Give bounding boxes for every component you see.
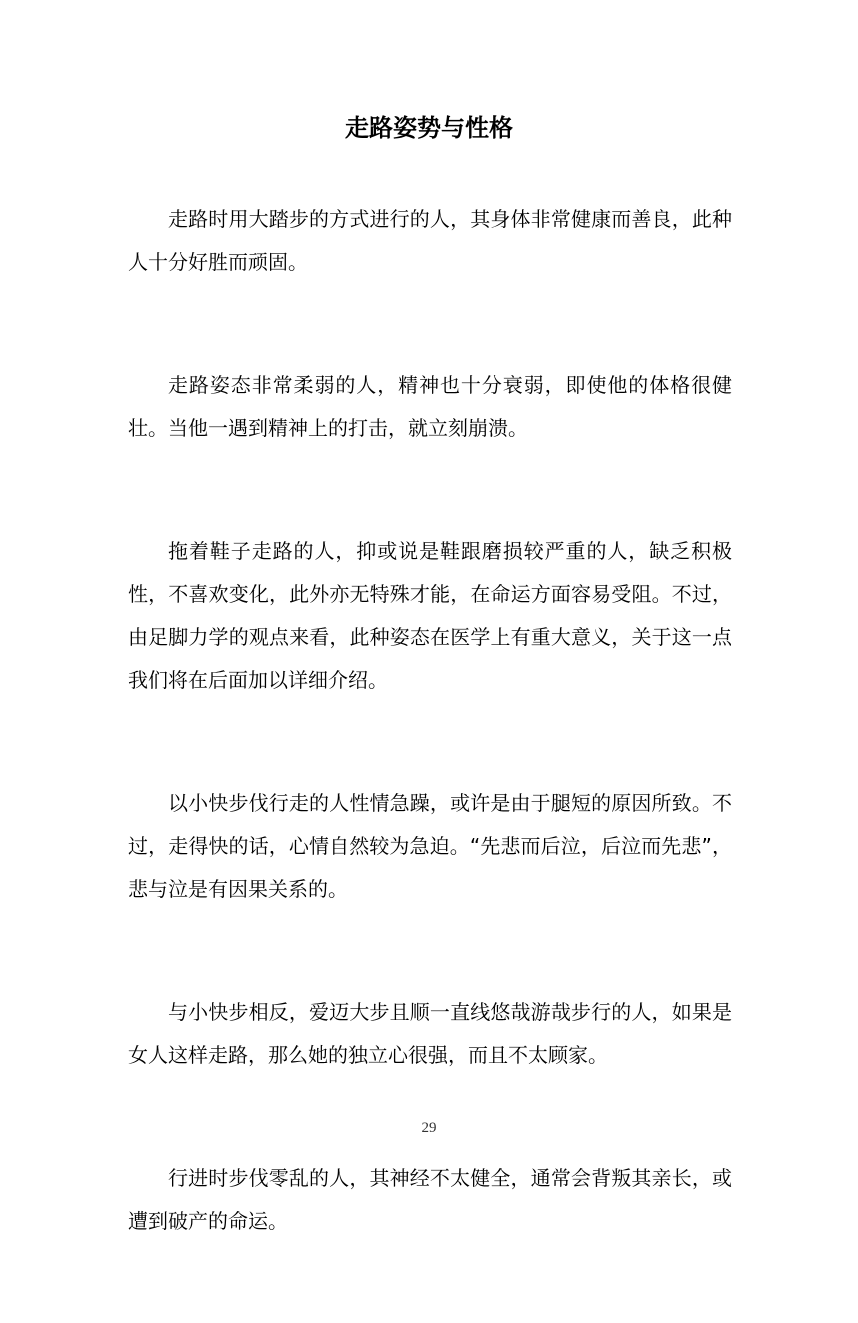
- document-body: [128, 198, 732, 1323]
- page-title: 走路姿势与性格: [345, 114, 513, 142]
- page-number: 29: [421, 1120, 437, 1136]
- paragraph: 行进时步伐零乱的人，其神经不太健全，通常会背叛其亲长，或遭到破产的命运。: [128, 1166, 732, 1233]
- paragraph: 拖着鞋子走路的人，抑或说是鞋跟磨损较严重的人，缺乏积极性，不喜欢变化，此外亦无特殊才能，在命运方面容易受阻。不过，由足脚力学的观点来看，此种姿态在医学上有重大意义，关于这一点我们将在后面加以详细介绍。: [128, 539, 732, 692]
- paragraph: 与小快步相反，爱迈大步且顺一直线悠哉游哉步行的人，如果是女人这样走路，那么她的独立心很强，而且不太顾家。: [128, 1000, 732, 1067]
- paragraph: 走路时用大踏步的方式进行的人，其身体非常健康而善良，此种人十分好胜而顽固。: [128, 207, 732, 274]
- paragraph: 走路姿态非常柔弱的人，精神也十分衰弱，即使他的体格很健壮。当他一遇到精神上的打击，就立刻崩溃。: [128, 373, 732, 440]
- paragraph: 以小快步伐行走的人性情急躁，或许是由于腿短的原因所致。不过，走得快的话，心情自然较为急迫。“先悲而后泣，后泣而先悲”，悲与泣是有因果关系的。: [128, 791, 732, 901]
